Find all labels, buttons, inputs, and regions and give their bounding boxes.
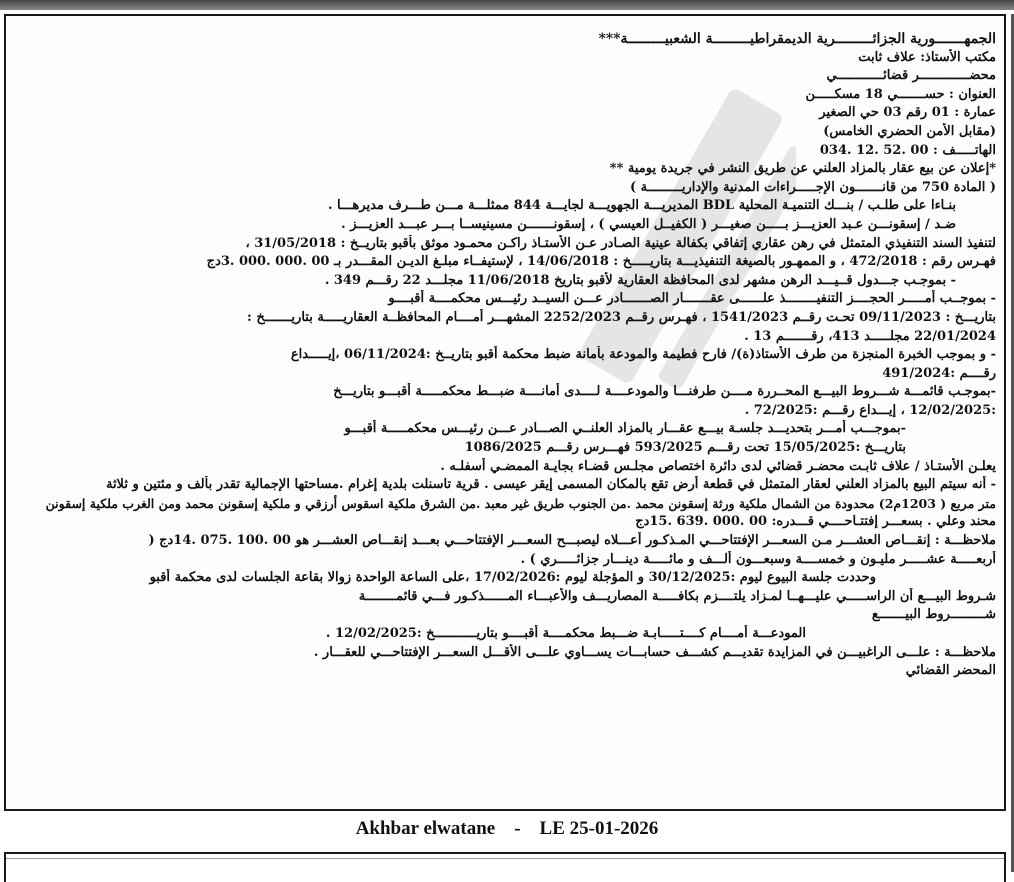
notice-line: يعلـن الأستـاذ / علاف ثابـت محضـر قضائي لدى دائرة اختصاص مجلـس قضـاء بجايـة الممضـي أسفلـه . [440,458,996,474]
notice-line: - بموجــب أمـــــر الحجــــز التنفيــــــــذ علــــــى عقـــــــار الصـــــــادر عـــن السيــد رئيـــس محكمــــة أقبــــو [388,291,996,307]
notice-line: :12/02/2025 ، إيـــداع رقـــم :72/2025 . [744,402,996,418]
publication-date: LE 25-01-2026 [539,818,659,839]
notice-line: أربعـــــة عشـــــر مليـون و خمســــة وسبعـــون ألـــف و مائـــــة دينـــار جزائـــــري ) . [520,551,996,567]
notice-line: الهاتـــــف : 00 .52 .12 .034 [819,142,996,158]
notice-line: -بموجـب قائمـــة شـــروط البيـــع المحــررة مــــن طرفنـــا والمودعــــة لــــدى أمانــــة ضبـــط محكمـــــة أقبـــو بتاريـــخ [333,384,996,400]
notice-line: (مقابل الأمن الحضري الخامس) [823,123,996,139]
publication-name: Akhbar elwatane [355,818,496,839]
notice-line: ضـد / إسقونـــن عـبد العزيـــز بـــــن صغيـــر ( الكفيــل العيسي ) ، إسقونـــــــن مسينيســا بـــر عبـــد العزيـــز . [341,216,956,232]
notice-line: المودعـــة أمــــام كــــتـــــابـة ضـــبط محكمــــة أقبــــو بتاريـــــــــــخ :12/02/2025 . [325,626,806,641]
notice-line: 22/01/2024 مجلـــــد 413، رقـــــــم 13 . [744,328,996,344]
notice-line: -بموجـــب أمـــر بتحديـــد جلسـة بيـــع عقـــار بالمزاد العلنــي الصـــادر عـــن رئيـــس محكمـــــة أقبـــو [344,421,906,437]
notice-line: وحددت جلسة البيوع ليوم :30/12/2025 و المؤجلة ليوم :17/02/2026 ،على الساعة الواحدة زوالا بقاعة الجلسات لدى محكمة أقبو [149,570,876,586]
publication-source [0,818,1014,840]
notice-line: محضـــــــــــــر قضائــــــــــــي [826,68,996,84]
notice-line: العنوان : حســـــــي 18 مسكـــــن [805,86,996,102]
notice-line: الجمهـــــــورية الجزائـــــــــرية الديمقراطيـــــــــة الشعبيـــــــــة*** [598,31,996,47]
next-notice-box [4,852,1006,882]
notice-line: - و بموجب الخبرة المنجزة من طرف الأستاذ(ة)/ فارح فطيمة والمودعة بأمانة ضبط محكمة أقبو بتاريــخ :06/11/2024 ،إيـــــداع [290,347,996,363]
notice-line: رقــــم :491/2024 [882,365,996,381]
notice-line: - بموجـب جـــدول قــيـــد الرهن مشهر لدى المحافظة العقارية لأقبو بتاريخ 11/06/2018 مجلـــد 22 رقـــم 349 . [324,272,956,288]
publication-separator: - [514,818,521,839]
next-notice-rule [6,858,1004,859]
notice-signature: المحضر القضائي [905,663,996,679]
notice-line: فهـرس رقم : 472/2018 ، و الممهـور بالصيغة التنفيذيـــة بتاريـــــخ : 14/06/2018 ، لإستيفــاء مبلـغ الديـن المقـــدر بـ 00 .000 .000 .3دج [206,254,996,270]
notice-line: شـروط البيـــع أن الراســـــي عليـــهــا لمـزاد يلتــــزم بكافـــــة المصاريـــف والأعبـــاء المــــــذكـور فـــي قائمــــــــة [358,588,996,604]
notice-line: - أنه سيتم البيع بالمزاد العلني لعقار المتمثل في قطعة أرض تقع بالمكان المسمى إيقر عيسى . قرية تاسنلت بلدية إغرام .مساحتها الإجمالية تقدر بألف و مئتين و ثلاثة [105,477,996,493]
notice-line: مكتب الأستاذ: علاف ثابت [858,49,996,65]
notice-line: بنـاءا على طلـب / بنـــك التنميـة المحلية BDL المديريـــة الجهويـــة لجايـــة 844 ممثلـــة مـــن طـــرف مديرهـــا . [327,198,956,214]
scan-edge-top [0,0,1014,10]
notice-line: بتاريـــخ :15/05/2025 تحت رقـــم 593/2025 فهـــرس رقـــم 1086/2025 [464,440,906,456]
notice-line: لتنفيذ السند التنفيذي المتمثل في رهن عقاري إتفاقي بكفالة عينية الصـادر عـن الأستـاذ راكـن محمـود موثق بأقبو بتاريــخ : 31/05/2018 ، [245,235,996,251]
notice-title: *إعلان عن بيع عقار بالمزاد العلني عن طريق النشر في جريدة يومية ** [609,161,996,177]
notice-line: عمارة : 01 رقم 03 حي الصغير [819,105,996,121]
notice-line: شـــــــــروط البيـــــــع [871,607,996,623]
legal-notice [4,14,1006,811]
notice-line: متر مربع ( 1203م2) محدودة من الشمال ملكية ورثة إسقونن محمد .من الجنوب طريق غير معبد .من الشرق ملكية اسقوس أرزقي و ملكية إسقونن محمد ومن الغرب ملكية إسقونن [45,495,996,511]
notice-line: ( المادة 750 من قانـــــــون الإجـــــراءات المدنية والإداريـــــــــة ) [629,179,996,195]
notice-line: ملاحظـــة : علـــى الراغبيـــن في المزايدة تقديـــم كشـــف حسابـــات يســـاوي علـــى الأقـــل السعـــر الإفتتاحـــي للعقـــار . [313,644,996,660]
notice-line: ملاحظـــة : إنقـــاص العشـــر مـن السعـــر الإفتتاحـــي المـذكـور أعـــلاه ليصبـــح السعـــر الإفتتاحـــي بعـــد إنقـــاص العشـــر هو 00 .100 .075 .14دج ( [148,533,996,549]
notice-body [12,30,996,805]
notice-line: محند وعلي . بسعـــر إفتتـاحــــي قـــدره: 00 .000 .639 .15دج [635,514,996,530]
notice-line: بتاريـــخ : 09/11/2023 تحـت رقــم 1541/2023 ، فهـرس رقــم 2252/2023 المشهـــر أمــــام المحافظــة العقاريـــــة بتاريـــــــخ : [247,309,996,325]
